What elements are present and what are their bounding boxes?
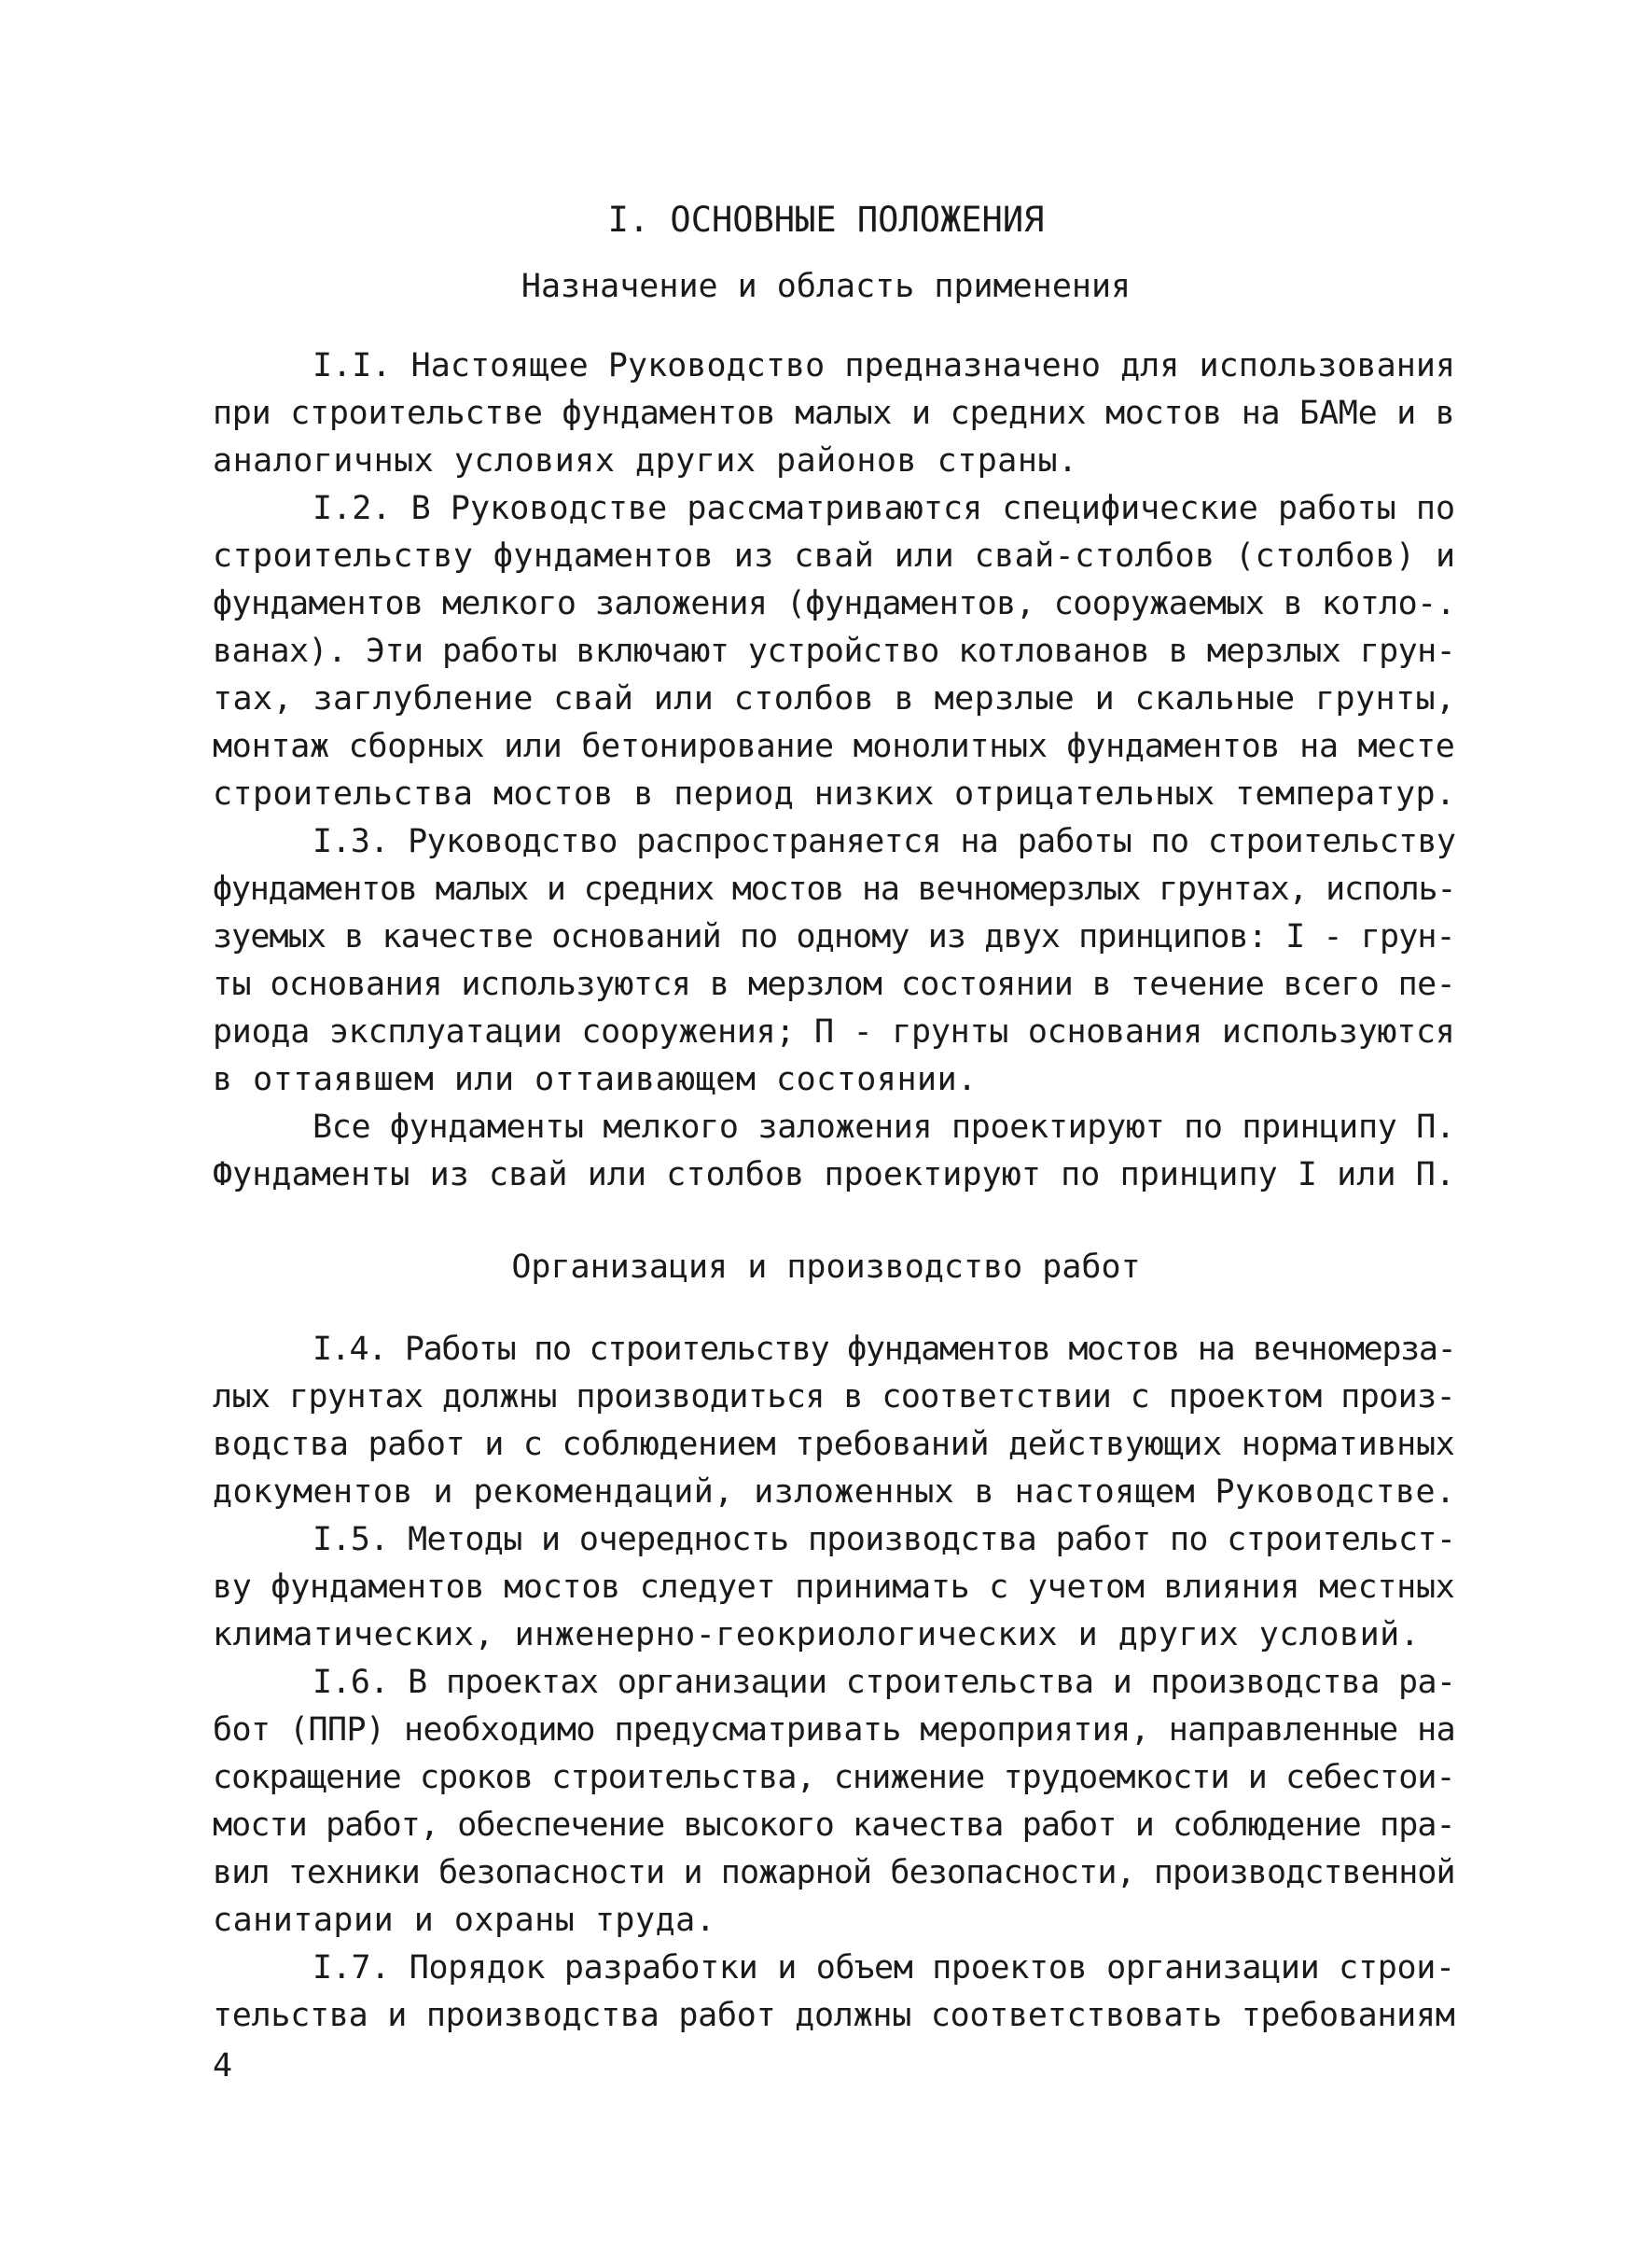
text-line: Фундаменты из свай или столбов проектируют по принципу I или П. xyxy=(213,1156,1456,1193)
text-line: фундаментов мелкого заложения (фундаментов, сооружаемых в котло-. xyxy=(213,585,1456,622)
text-line: лых грунтах должны производиться в соответствии с проектом произ- xyxy=(213,1378,1456,1415)
text-line: бот (ППР) необходимо предусматривать мероприятия, направленные на xyxy=(213,1711,1456,1749)
text-line: I.6. В проектах организации строительства и производства ра- xyxy=(312,1664,1456,1701)
text-line: I.3. Руководство распространяется на работы по строительству xyxy=(312,823,1456,860)
text-line: строительства мостов в период низких отрицательных температур. xyxy=(213,775,1456,813)
text-line: сокращение сроков строительства, снижение трудоемкости и себестои- xyxy=(213,1759,1455,1796)
text-line: при строительстве фундаментов малых и средних мостов на БАМе и в xyxy=(213,395,1455,432)
text-line: документов и рекомендаций, изложенных в настоящем Руководстве. xyxy=(213,1473,1456,1511)
text-line: ву фундаментов мостов следует принимать с учетом влияния местных xyxy=(213,1569,1455,1606)
text-line: риода эксплуатации сооружения; П - грунты основания используются xyxy=(213,1013,1455,1051)
text-line: строительству фундаментов из свай или свай-столбов (столбов) и xyxy=(213,537,1456,575)
text-line: Все фундаменты мелкого заложения проектируют по принципу П. xyxy=(312,1109,1455,1146)
text-line: ты основания используются в мерзлом состоянии в течение всего пе- xyxy=(213,966,1456,1003)
text-line: тельства и производства работ должны соответствовать требованиям xyxy=(213,1997,1455,2034)
text-line: фундаментов малых и средних мостов на вечномерзлых грунтах, исполь- xyxy=(213,871,1456,908)
text-line: ванах). Эти работы включают устройство котлованов в мерзлых грун- xyxy=(213,633,1456,670)
text-line: I.5. Методы и очередность производства работ по строительст- xyxy=(312,1521,1456,1558)
text-line: аналогичных условиях других районов страны. xyxy=(213,442,1078,480)
text-line: I.2. В Руководстве рассматриваются специфические работы по xyxy=(312,490,1456,527)
text-line: климатических, инженерно-геокриологических и других условий. xyxy=(213,1616,1421,1653)
page-title: I. ОСНОВНЫЕ ПОЛОЖЕНИЯ xyxy=(607,200,1045,240)
text-line: водства работ и с соблюдением требований действующих нормативных xyxy=(213,1426,1455,1463)
text-line: мости работ, обеспечение высокого качества работ и соблюдение пра- xyxy=(213,1806,1455,1844)
text-line: тах, заглубление свай или столбов в мерзлые и скальные грунты, xyxy=(213,680,1456,718)
text-line: вил техники безопасности и пожарной безопасности, производственной xyxy=(213,1854,1455,1891)
text-line: I.I. Настоящее Руководство предназначено для использования xyxy=(312,347,1456,384)
text-line: санитарии и охраны труда. xyxy=(213,1902,716,1939)
text-line: I.4. Работы по строительству фундаментов мостов на вечномерза- xyxy=(312,1331,1456,1368)
text-line: монтаж сборных или бетонирование монолитных фундаментов на месте xyxy=(213,728,1455,765)
text-line: зуемых в качестве оснований по одному из двух принципов: I - грун- xyxy=(213,918,1455,955)
section-subtitle-organization: Организация и производство работ xyxy=(511,1248,1141,1286)
text-line: в оттаявшем или оттаивающем состоянии. xyxy=(213,1061,978,1098)
page-number: 4 xyxy=(213,2047,233,2085)
text-line: I.7. Порядок разработки и объем проектов организации строи- xyxy=(312,1949,1455,1987)
section-subtitle-purpose: Назначение и область применения xyxy=(521,268,1131,305)
